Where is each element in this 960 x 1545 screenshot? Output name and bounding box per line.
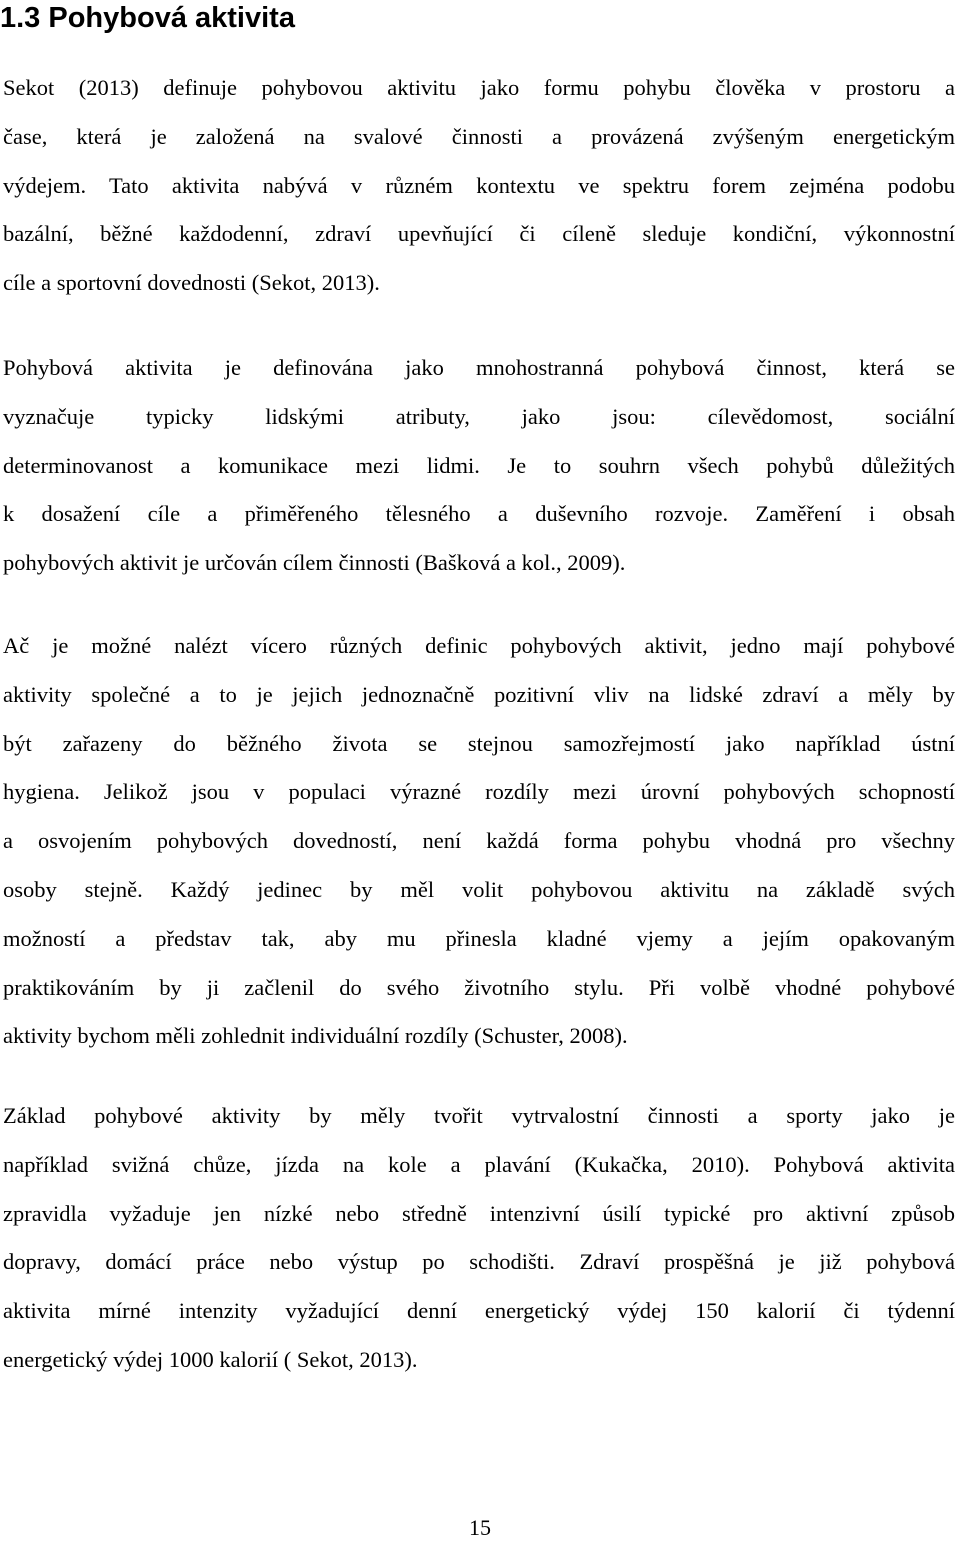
paragraph-line: Ač je možné nalézt vícero různých definic pohybových aktivit, jedno mají pohybové [3,633,955,658]
paragraph-4 [3,1092,955,1385]
paragraph-line: například svižná chůze, jízda na kole a plavání (Kukačka, 2010). Pohybová aktivita [3,1151,955,1177]
paragraph-line: Sekot (2013) definuje pohybovou aktivitu jako formu pohybu člověka v prostoru a [3,75,955,100]
paragraph-line: možností a představ tak, aby mu přinesla kladné vjemy a jejím opakovaným [3,925,955,951]
section-heading: 1.3 Pohybová aktivita [0,2,295,34]
paragraph-1 [3,64,955,308]
paragraph-line: hygiena. Jelikož jsou v populaci výrazné rozdíly mezi úrovní pohybových schopností [3,779,955,805]
paragraph-line: k dosažení cíle a přiměřeného tělesného a duševního rozvoje. Zaměření i obsah [3,501,955,527]
paragraph-line: Pohybová aktivita je definována jako mnohostranná pohybová činnost, která se [3,355,955,380]
paragraph-line: vyznačuje typicky lidskými atributy, jako jsou: cílevědomost, sociální [3,403,955,429]
paragraph-line: osoby stejně. Každý jedinec by měl volit pohybovou aktivitu na základě svých [3,876,955,902]
paragraph-line: cíle a sportovní dovednosti (Sekot, 2013). [3,270,380,296]
paragraph-line: být zařazeny do běžného života se stejnou samozřejmostí jako například ústní [3,730,955,756]
paragraph-line: aktivity bychom měli zohlednit individuální rozdíly (Schuster, 2008). [3,1023,628,1049]
paragraph-line: determinovanost a komunikace mezi lidmi. Je to souhrn všech pohybů důležitých [3,452,955,478]
page-number: 15 [469,1515,491,1540]
paragraph-line: aktivity společné a to je jejich jednoznačně pozitivní vliv na lidské zdraví a měly by [3,681,955,707]
paragraph-line: čase, která je založená na svalové činnosti a provázená zvýšeným energetickým [3,123,955,149]
paragraph-line: zpravidla vyžaduje jen nízké nebo středně intenzivní úsilí typické pro aktivní způsob [3,1200,955,1226]
paragraph-line: výdejem. Tato aktivita nabývá v různém kontextu ve spektru forem zejména podobu [3,172,955,198]
paragraph-line: a osvojením pohybových dovedností, není každá forma pohybu vhodná pro všechny [3,828,955,854]
paragraph-line: pohybových aktivit je určován cílem činnosti (Bašková a kol., 2009). [3,550,626,576]
paragraph-line: aktivita mírné intenzity vyžadující denní energetický výdej 150 kalorií či týdenní [3,1298,955,1324]
paragraph-line: Základ pohybové aktivity by měly tvořit vytrvalostní činnosti a sporty jako je [3,1103,955,1128]
paragraph-3 [3,622,955,1061]
paragraph-line: praktikováním by ji začlenil do svého životního stylu. Při volbě vhodné pohybové [3,974,955,1000]
paragraph-line: bazální, běžné každodenní, zdraví upevňující či cíleně sleduje kondiční, výkonnostní [3,221,955,247]
paragraph-2 [3,344,955,588]
paragraph-line: energetický výdej 1000 kalorií ( Sekot, 2013). [3,1346,418,1372]
paragraph-line: dopravy, domácí práce nebo výstup po schodišti. Zdraví prospěšná je již pohybová [3,1249,955,1275]
